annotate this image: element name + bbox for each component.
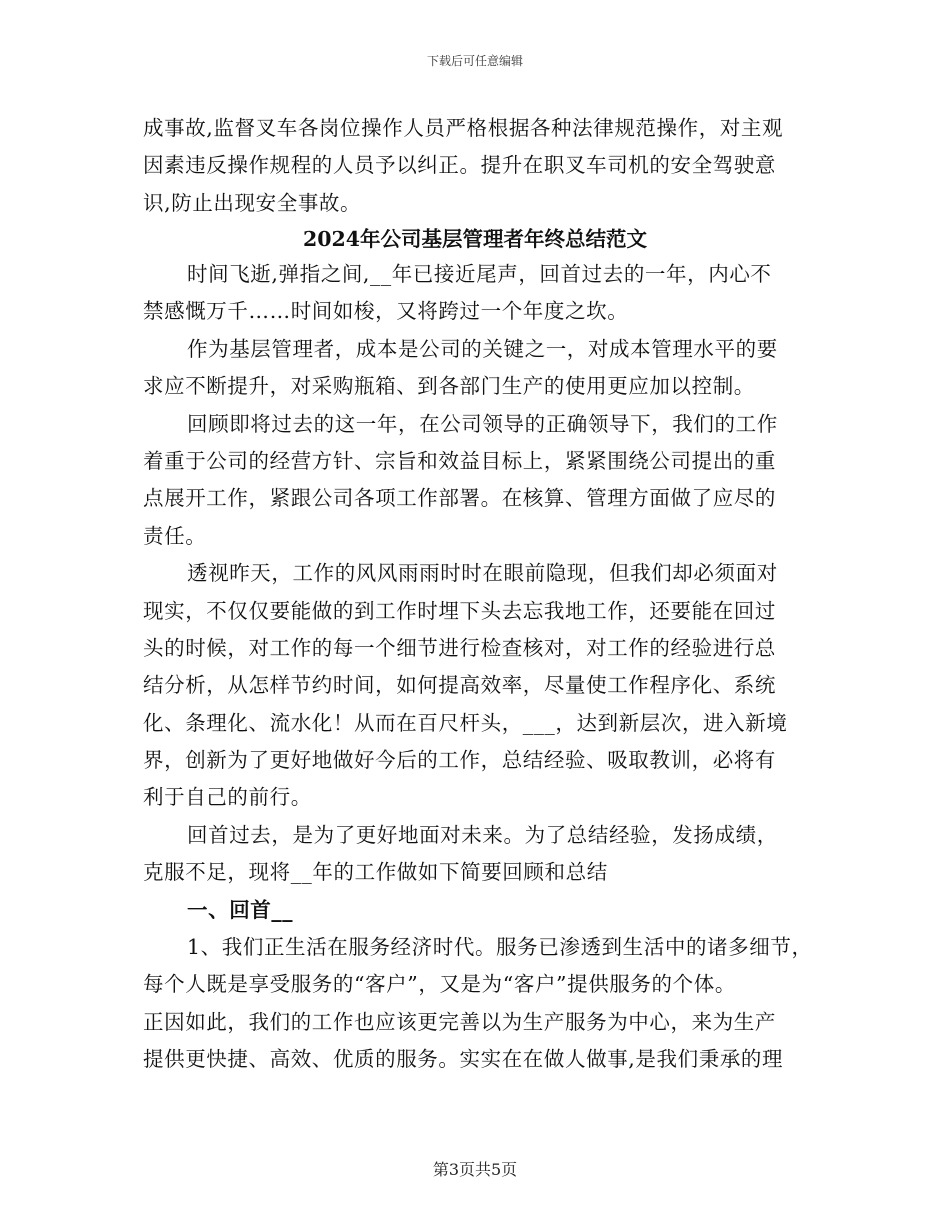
paragraph-line: 每个人既是享受服务的“客户”，又是为“客户”提供服务的个体。 — [143, 972, 736, 997]
paragraph-line: 求应不断提升，对采购瓶箱、到各部门生产的使用更应加以控制。 — [143, 374, 755, 399]
paragraph-line: 正因如此，我们的工作也应该更完善以为生产服务为中心，来为生产 — [143, 1009, 776, 1034]
document-title: 2024年公司基层管理者年终总结范文 — [302, 227, 648, 251]
document-body — [143, 110, 823, 222]
paragraph-line: 提供更快捷、高效、优质的服务。实实在在做人做事,是我们秉承的理 — [143, 1047, 784, 1072]
paragraph-line: 化、条理化、流水化！从而在百尺杆头，___，达到新层次，进入新境 — [143, 710, 788, 735]
paragraph-line: 识,防止出现安全事故。 — [143, 190, 362, 215]
paragraph-line: 界，创新为了更好地做好今后的工作，总结经验、吸取教训，必将有 — [143, 748, 776, 773]
paragraph-line: 结分析，从怎样节约时间，如何提高效率，尽量使工作程序化、系统 — [143, 673, 776, 698]
page-header: 下载后可任意编辑 — [426, 54, 523, 68]
section-heading: 一、回首__ — [187, 897, 294, 922]
paragraph-line: 时间飞逝,弹指之间,__年已接近尾声，回首过去的一年，内心不 — [187, 262, 772, 286]
paragraph-line: 头的时候，对工作的每一个细节进行检查核对，对工作的经验进行总 — [143, 635, 776, 660]
paragraph-line: 透视昨天，工作的风风雨雨时时在眼前隐现，但我们却必须面对 — [187, 561, 778, 586]
paragraph-line: 回首过去，是为了更好地面对未来。为了总结经验，发扬成绩， — [187, 822, 778, 847]
paragraph-line: 着重于公司的经营方针、宗旨和效益目标上，紧紧围绕公司提出的重 — [143, 448, 776, 473]
paragraph-line: 点展开工作，紧跟公司各项工作部署。在核算、管理方面做了应尽的 — [143, 486, 776, 511]
paragraph-line: 作为基层管理者，成本是公司的关键之一，对成本管理水平的要 — [187, 336, 778, 361]
paragraph-line: 利于自己的前行。 — [143, 785, 312, 810]
page-number: 第3页共5页 — [432, 1160, 518, 1179]
paragraph-line: 因素违反操作规程的人员予以纠正。提升在职叉车司机的安全驾驶意 — [143, 153, 776, 178]
paragraph-line: 现实，不仅仅要能做的到工作时埋下头去忘我地工作，还要能在回过 — [143, 598, 776, 623]
paragraph-line: 责任。 — [143, 523, 207, 548]
paragraph-line: 成事故,监督叉车各岗位操作人员严格根据各种法律规范操作，对主观 — [143, 116, 784, 140]
paragraph-line: 回顾即将过去的这一年，在公司领导的正确领导下，我们的工作 — [187, 411, 778, 436]
paragraph-line: 禁感慨万千……时间如梭，又将跨过一个年度之坎。 — [143, 299, 629, 324]
document-main — [143, 256, 823, 1079]
paragraph-line: 1、我们正生活在服务经济时代。服务已渗透到生活中的诸多细节， — [187, 935, 813, 960]
paragraph-line: 克服不足，现将__年的工作做如下简要回顾和总结 — [143, 860, 608, 885]
